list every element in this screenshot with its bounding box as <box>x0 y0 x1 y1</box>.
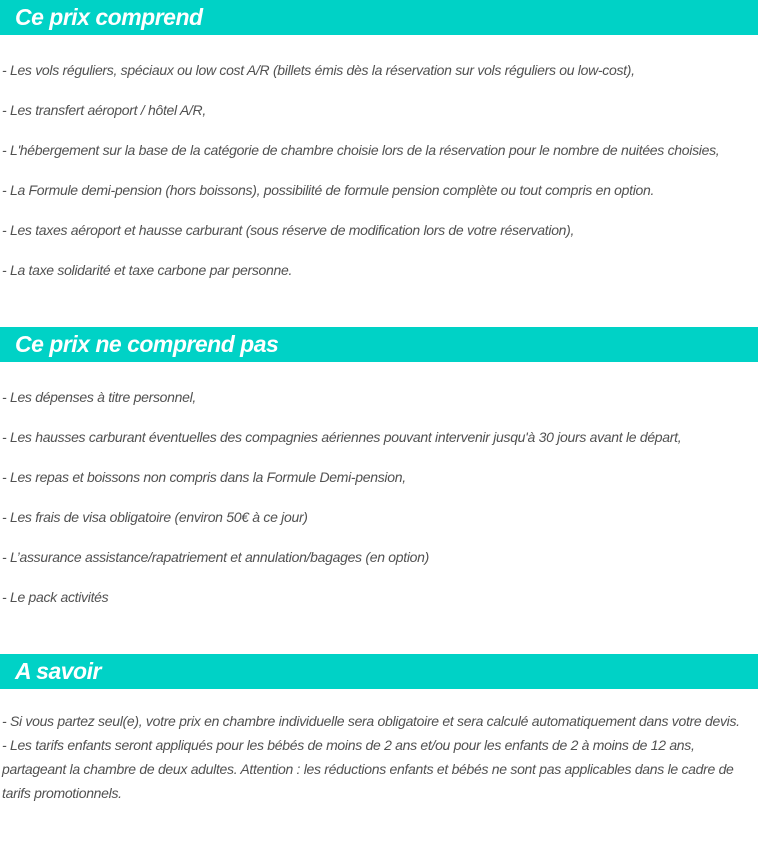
list-item: - Les dépenses à titre personnel, <box>2 389 197 405</box>
list-item: - La Formule demi-pension (hors boissons), possibilité de formule pension complète ou tout compris en option. <box>2 182 655 198</box>
price-excludes-list <box>0 362 758 654</box>
list-item: - La taxe solidarité et taxe carbone par personne. <box>2 262 293 278</box>
section-header-price-includes <box>0 0 758 35</box>
list-item: - L'hébergement sur la base de la catégorie de chambre choisie lors de la réservation pour le nombre de nuitées choisies, <box>2 142 720 158</box>
list-item: - Le pack activités <box>2 589 109 605</box>
section-header-good-to-know <box>0 654 758 689</box>
section-price-excludes <box>0 327 758 654</box>
list-item: - Les transfert aéroport / hôtel A/R, <box>2 102 206 118</box>
good-to-know-list <box>0 689 758 805</box>
section-price-includes <box>0 0 758 327</box>
section-good-to-know <box>0 654 758 805</box>
section-title: Ce prix comprend <box>15 4 203 30</box>
list-item: - Les repas et boissons non compris dans la Formule Demi-pension, <box>2 469 406 485</box>
list-item: - Les frais de visa obligatoire (environ 50€ à ce jour) <box>2 509 308 525</box>
list-item: - Les tarifs enfants seront appliqués pour les bébés de moins de 2 ans et/ou pour les enfants de 2 à moins de 12 ans, partageant la chambre de deux adultes. Attention : les réductions enfants et bébés ne sont pas applicables dans le cadre de tarifs promotionnels. <box>2 737 734 801</box>
section-title: A savoir <box>15 658 101 684</box>
price-includes-list <box>0 35 758 327</box>
list-item: - Les vols réguliers, spéciaux ou low cost A/R (billets émis dès la réservation sur vols réguliers ou low-cost), <box>2 62 635 78</box>
list-item: - L’assurance assistance/rapatriement et annulation/bagages (en option) <box>2 549 429 565</box>
list-item: - Les hausses carburant éventuelles des compagnies aériennes pouvant intervenir jusqu'à 30 jours avant le départ, <box>2 429 682 445</box>
list-item: - Si vous partez seul(e), votre prix en chambre individuelle sera obligatoire et sera calculé automatiquement dans votre devis. <box>2 713 740 729</box>
section-header-price-excludes <box>0 327 758 362</box>
section-title: Ce prix ne comprend pas <box>15 331 279 357</box>
list-item: - Les taxes aéroport et hausse carburant (sous réserve de modification lors de votre réservation), <box>2 222 575 238</box>
